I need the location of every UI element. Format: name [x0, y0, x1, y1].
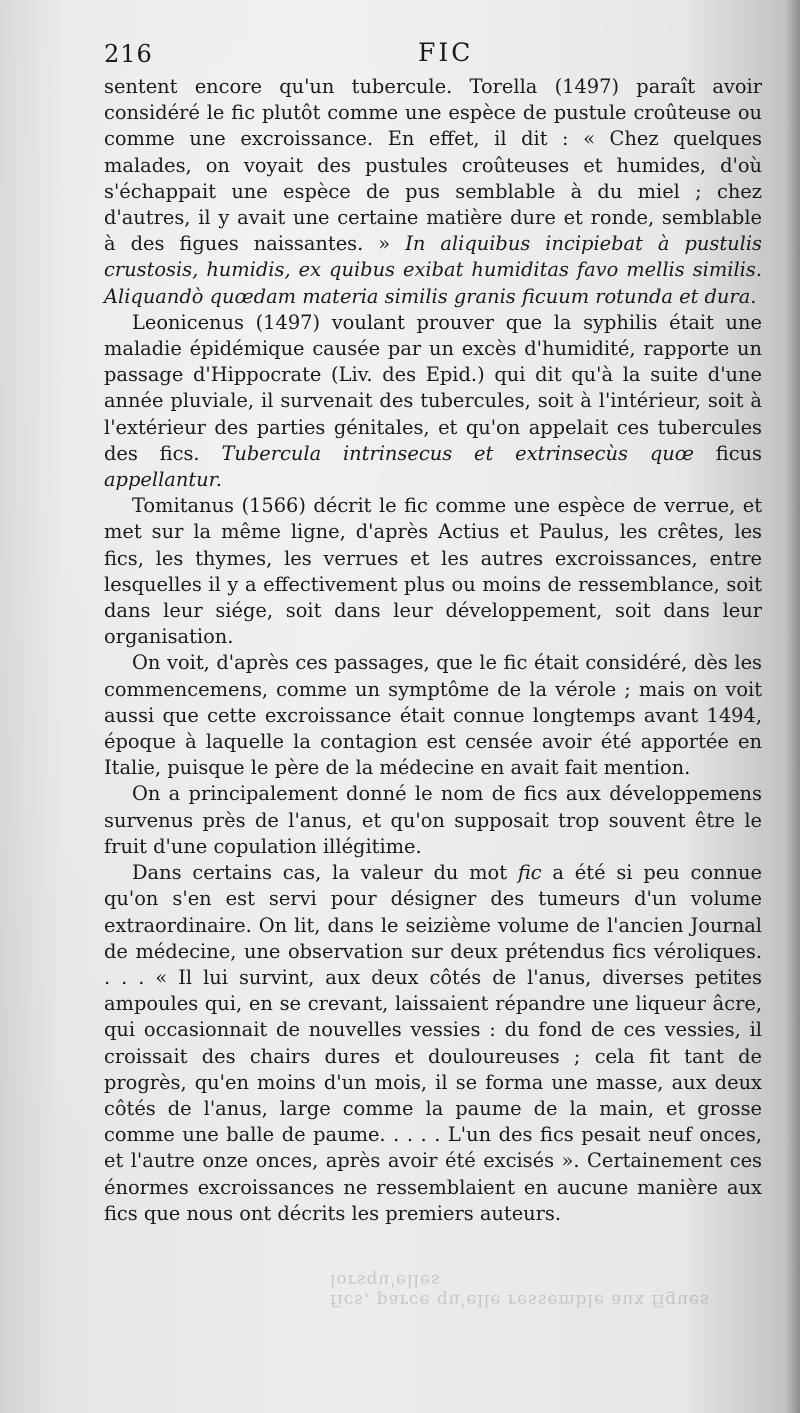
paragraph-4: On voit, d'après ces passages, que le fic était considéré, dès les commencemens, comme un symptôme de la vérole ; mais on voit aussi que cette excroissance était connue longtemps avant 1494, époque à laquelle la contagion est censée avoir été apportée en Italie, puisque le père de la médecine en avait fait mention.	[104, 651, 762, 780]
show-through-text: fics, parce qu'elle ressemble aux figues lorsqu'elles	[330, 1270, 710, 1310]
latin-quote-2b: appellantur.	[104, 468, 222, 492]
word-fic: fic	[517, 861, 542, 885]
paragraph-2-text: Leonicenus (1497) voulant prouver que la syphilis était une maladie épidémique causée par un excès d'humidité, rapporte un passage d'Hippocrate (Liv. des Epid.) qui dit qu'à la suite d'une année pluviale, il survenait des tubercules, soit à l'intérieur, soit à l'extérieur des parties génitales, et qu'on appelait ces tubercules des fics.	[104, 310, 762, 465]
paragraph-1	[104, 74, 762, 310]
latin-quote-1: In aliquibus incipiebat à pustulis crustosis, humidis, ex quibus exibat humiditas favo mellis similis. Aliquandò quœdam materia similis granis ficuum rotunda et dura.	[104, 232, 762, 308]
latin-quote-2-ficus: ficus	[715, 441, 762, 465]
running-head	[0, 36, 800, 76]
paragraph-3: Tomitanus (1566) décrit le fic comme une espèce de verrue, et met sur la même ligne, d'après Actius et Paulus, les crêtes, les fics, les thymes, les verrues et les autres excroissances, entre lesquelles il y a effectivement plus ou moins de ressemblance, soit dans leur siége, soit dans leur développement, soit dans leur organisation.	[104, 494, 762, 649]
paragraph-1-text: sentent encore qu'un tubercule. Torella (1497) paraît avoir considéré le fic plutôt comme une espèce de pustule croûteuse ou comme une excroissance. En effet, il dit : « Chez quelques malades, on voyait des pustules croûteuses et humides, d'où s'échappait une espèce de pus semblable à du miel ; chez d'autres, il y avait une certaine matière dure et ronde, semblable à des figues naissantes. »	[104, 75, 762, 256]
paragraph-2	[104, 310, 762, 493]
paragraph-6-text-a: Dans certains cas, la valeur du mot	[132, 861, 518, 885]
paragraph-6-text-b: a été si peu connue qu'on s'en est servi pour désigner des tumeurs d'un volume extraordinaire. On lit, dans le seizième volume de l'ancien Journal de médecine, une observation sur deux prétendus fics véroliques. . . . « Il lui survint, aux deux côtés de l'anus, diverses petites ampoules qui, en se crevant, laissaient répandre une liqueur âcre, qui occasionnait de nouvelles vessies : du fond de ces vessies, il croissait des chairs dures et douloureuses ; cela fit tant de progrès, qu'en moins d'un mois, il se forma une masse, aux deux côtés de l'anus, large comme la paume de la main, et grosse comme une balle de paume. . . . . L'un des fics pesait neuf onces, et l'autre onze onces, après avoir été excisés ». Certainement ces énormes excroissances ne ressemblaient en aucune manière aux fics que nous ont décrits les premiers auteurs.	[104, 861, 762, 1225]
body-text	[104, 74, 762, 1227]
paragraph-6	[104, 860, 762, 1227]
page-number: 216	[104, 40, 153, 68]
running-title: FIC	[418, 38, 474, 67]
latin-quote-2a: Tubercula intrinsecus et extrinsecùs quœ	[221, 441, 694, 465]
paragraph-5: On a principalement donné le nom de fics aux développemens survenus près de l'anus, et qu'on supposait trop souvent être le fruit d'une copulation illégitime.	[104, 782, 762, 858]
